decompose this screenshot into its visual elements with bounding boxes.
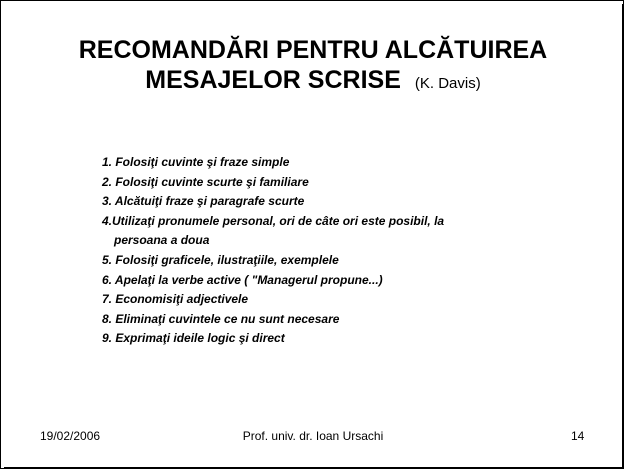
list-item (102, 290, 522, 310)
title-line-2-text: MESAJELOR SCRISE (145, 66, 401, 94)
list-item (102, 153, 522, 173)
list-item (102, 271, 522, 291)
list-item-text: 9. Exprimaţi ideile logic şi direct (102, 331, 285, 346)
list-item-text: 1. Folosiţi cuvinte şi fraze simple (102, 155, 290, 169)
footer-author: Prof. univ. dr. Ioan Ursachi (242, 429, 384, 443)
list-item-text: 5. Folosiţi graficele, ilustraţiile, exemplele (102, 252, 339, 267)
list-item (102, 329, 522, 349)
list-item-text: 3. Alcătuiţi fraze şi paragrafe scurte (102, 194, 305, 209)
title-author: (K. Davis) (414, 75, 481, 92)
list-item (102, 212, 522, 251)
list-item (102, 310, 522, 330)
list-item-text: 4.Utilizaţi pronumele personal, ori de câte ori este posibil, la (102, 213, 445, 228)
list-item-text: 8. Eliminaţi cuvintele ce nu sunt necesare (102, 311, 340, 326)
list-item-text: 7. Economisiţi adjectivele (102, 292, 249, 307)
recommendations-list (102, 153, 522, 349)
list-item (102, 192, 522, 212)
slide-title (1, 35, 624, 99)
title-line-2 (1, 65, 624, 99)
footer-date: 19/02/2006 (40, 429, 101, 443)
list-item (102, 173, 522, 193)
page-number: 14 (571, 429, 585, 443)
list-item-text: 2. Folosiţi cuvinte scurte şi familiare (102, 174, 309, 189)
list-item-continuation: persoana a doua (114, 233, 210, 248)
list-item-text: 6. Apelaţi la verbe active ( "Managerul propune...) (102, 272, 383, 287)
list-item (102, 251, 522, 271)
title-line-1: RECOMANDĂRI PENTRU ALCĂTUIREA (78, 36, 548, 64)
